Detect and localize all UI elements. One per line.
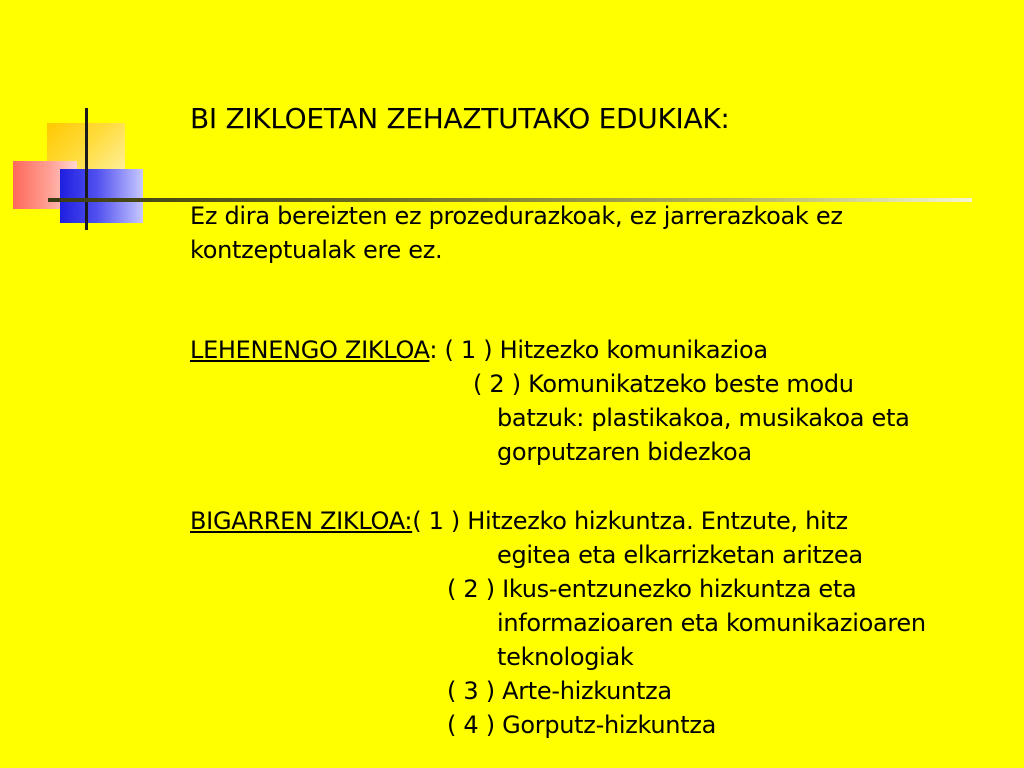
cycle2-label: BIGARREN ZIKLOA: — [190, 507, 413, 535]
vertical-rule — [85, 108, 88, 230]
cycle1-item-2-line-3: gorputzaren bidezkoa — [497, 438, 752, 466]
cycle1-colon: : — [429, 336, 445, 364]
cycle2-item-3: ( 3 ) Arte-hizkuntza — [447, 677, 672, 705]
cycle1-item-1: ( 1 ) Hitzezko komunikazioa — [444, 336, 768, 364]
cycle2-item-1-line-1: ( 1 ) Hitzezko hizkuntza. Entzute, hitz — [412, 507, 848, 535]
cycle2-item-1-line-2: egitea eta elkarrizketan aritzea — [497, 541, 863, 569]
cycle1-label: LEHENENGO ZIKLOA — [190, 336, 430, 364]
cycle2-item-2-line-1: ( 2 ) Ikus-entzunezko hizkuntza eta — [447, 575, 857, 603]
cycle2-item-2-line-3: teknologiak — [497, 643, 634, 671]
slide-title: BI ZIKLOETAN ZEHAZTUTAKO EDUKIAK: — [190, 102, 730, 135]
cycle2-first-line — [190, 504, 848, 538]
blue-square — [60, 169, 143, 223]
intro-line-1: Ez dira bereizten ez prozedurazkoak, ez jarrerazkoak ez — [190, 202, 843, 230]
cycle1-item-2-line-1: ( 2 ) Komunikatzeko beste modu — [473, 370, 854, 398]
cycle2-item-4: ( 4 ) Gorputz-hizkuntza — [447, 711, 717, 739]
cycle2-item-2-line-2: informazioaren eta komunikazioaren — [497, 609, 926, 637]
cycle1-item-2-line-2: batzuk: plastikakoa, musikakoa eta — [497, 404, 910, 432]
cycle1-first-line — [190, 333, 768, 367]
intro-line-2: kontzeptualak ere ez. — [190, 236, 443, 264]
